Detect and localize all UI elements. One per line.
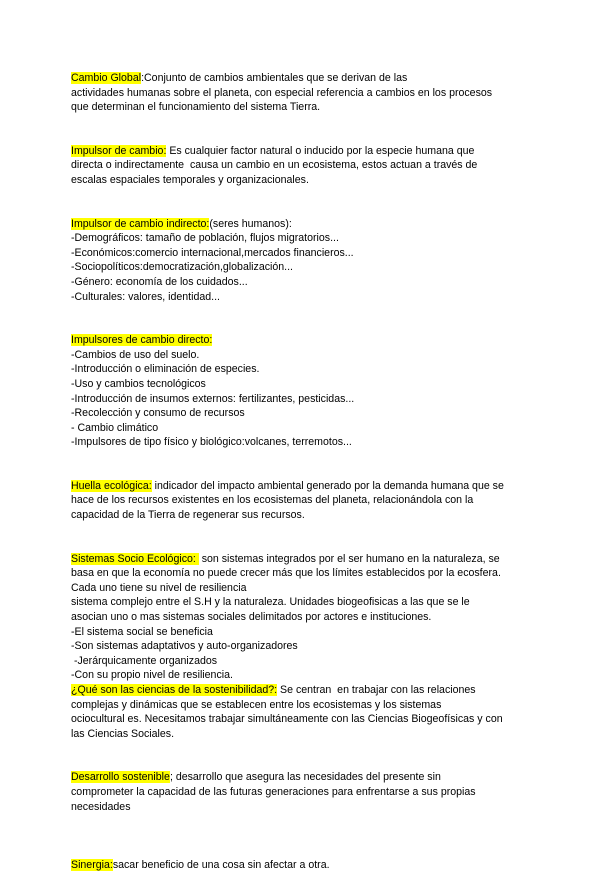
huella-line-2: hace de los recursos existentes en los ecosistemas del planeta, relacionándola con la [71, 494, 474, 507]
list-item: -Jerárquicamente organizados [71, 654, 218, 667]
list-item: -Introducción o eliminación de especies. [71, 363, 260, 376]
document-body [71, 71, 533, 872]
sinergia-line-1: Sinergia:sacar beneficio de una cosa sin afectar a otra. [71, 858, 330, 871]
list-item: - Cambio climático [71, 421, 159, 434]
impulsor-cambio-line-1: Impulsor de cambio: Es cualquier factor natural o inducido por la especie humana que [71, 144, 475, 157]
list-item: -Sociopolíticos:democratización,globalización... [71, 261, 293, 274]
sistemas-line-5: asocian uno o mas sistemas sociales delimitados por actores e instituciones. [71, 611, 432, 624]
list-item: -Impulsores de tipo físico y biológico:volcanes, terremotos... [71, 436, 352, 449]
huella-line-3: capacidad de la Tierra de regenerar sus recursos. [71, 509, 305, 522]
huella-line-1: Huella ecológica: indicador del impacto ambiental generado por la demanda humana que se [71, 479, 504, 492]
impulsores-directo-heading [71, 333, 533, 348]
cambio-global-line-1: Cambio Global:Conjunto de cambios ambientales que se derivan de las [71, 72, 408, 84]
desarrollo-line-2: comprometer la capacidad de las futuras generaciones para enfrentarse a sus propias [71, 785, 476, 798]
desarrollo-line-3: necesidades [71, 800, 131, 813]
list-item: -Género: economía de los cuidados... [71, 275, 248, 288]
cambio-global-line-3: que determinan el funcionamiento del sistema Tierra. [71, 101, 321, 114]
list-item: -Demográficos: tamaño de población, flujos migratorios... [71, 232, 339, 245]
desarrollo-term: Desarrollo sostenible [71, 771, 170, 784]
list-item: -Uso y cambios tecnológicos [71, 377, 206, 390]
ciencias-line-3: ociocultural es. Necesitamos trabajar simultáneamente con las Ciencias Biogeofísicas y con [71, 713, 503, 726]
sistemas-line-3: Cada uno tiene su nivel de resiliencia [71, 581, 247, 594]
list-item: -Cambios de uso del suelo. [71, 348, 200, 361]
huella-term: Huella ecológica: [71, 479, 152, 492]
impulsor-indirecto-heading: Impulsor de cambio indirecto:(seres humanos): [71, 217, 292, 230]
impulsor-cambio-line-2: directa o indirectamente causa un cambio en un ecosistema, estos actuan a través de [71, 159, 478, 172]
list-item: -El sistema social se beneficia [71, 625, 213, 638]
sistemas-term: Sistemas Socio Ecológico: [71, 552, 199, 565]
ciencias-line-1: ¿Qué son las ciencias de la sostenibilidad?: Se centran en trabajar con las relaciones [71, 684, 476, 696]
list-item: -Con su propio nivel de resiliencia. [71, 669, 233, 682]
list-item: -Económicos:comercio internacional,mercados financieros... [71, 246, 354, 259]
sinergia-term: Sinergia: [71, 858, 113, 871]
list-item: -Introducción de insumos externos: fertilizantes, pesticidas... [71, 392, 355, 405]
cambio-global-line-2: actividades humanas sobre el planeta, con especial referencia a cambios en los procesos [71, 86, 493, 99]
sistemas-line-1: Sistemas Socio Ecológico: son sistemas integrados por el ser humano en la naturaleza, se [71, 552, 500, 565]
impulsor-indirecto-term: Impulsor de cambio indirecto: [71, 217, 210, 230]
impulsor-cambio-line-3: escalas espaciales temporales y organizacionales. [71, 173, 309, 186]
list-item: -Son sistemas adaptativos y auto-organizadores [71, 640, 298, 653]
cambio-global-term: Cambio Global [71, 72, 142, 84]
ciencias-line-2: complejas y dinámicas que se establecen entre los ecosistemas y los sistemas [71, 698, 442, 711]
impulsores-directo-term: Impulsores de cambio directo: [71, 334, 213, 347]
sistemas-line-2: basa en que la economía no puede crecer más que los límites establecidos por la ecosfera. [71, 567, 501, 580]
sistemas-line-4: sistema complejo entre el S.H y la naturaleza. Unidades biogeofisicas a las que se le [71, 596, 470, 609]
list-item: -Recolección y consumo de recursos [71, 407, 245, 420]
ciencias-term: ¿Qué son las ciencias de la sostenibilidad?: [71, 684, 278, 696]
ciencias-line-4: las Ciencias Sociales. [71, 727, 175, 740]
list-item: -Culturales: valores, identidad... [71, 290, 220, 303]
desarrollo-line-1: Desarrollo sostenible; desarrollo que asegura las necesidades del presente sin [71, 771, 441, 784]
impulsor-cambio-term: Impulsor de cambio: [71, 144, 167, 157]
